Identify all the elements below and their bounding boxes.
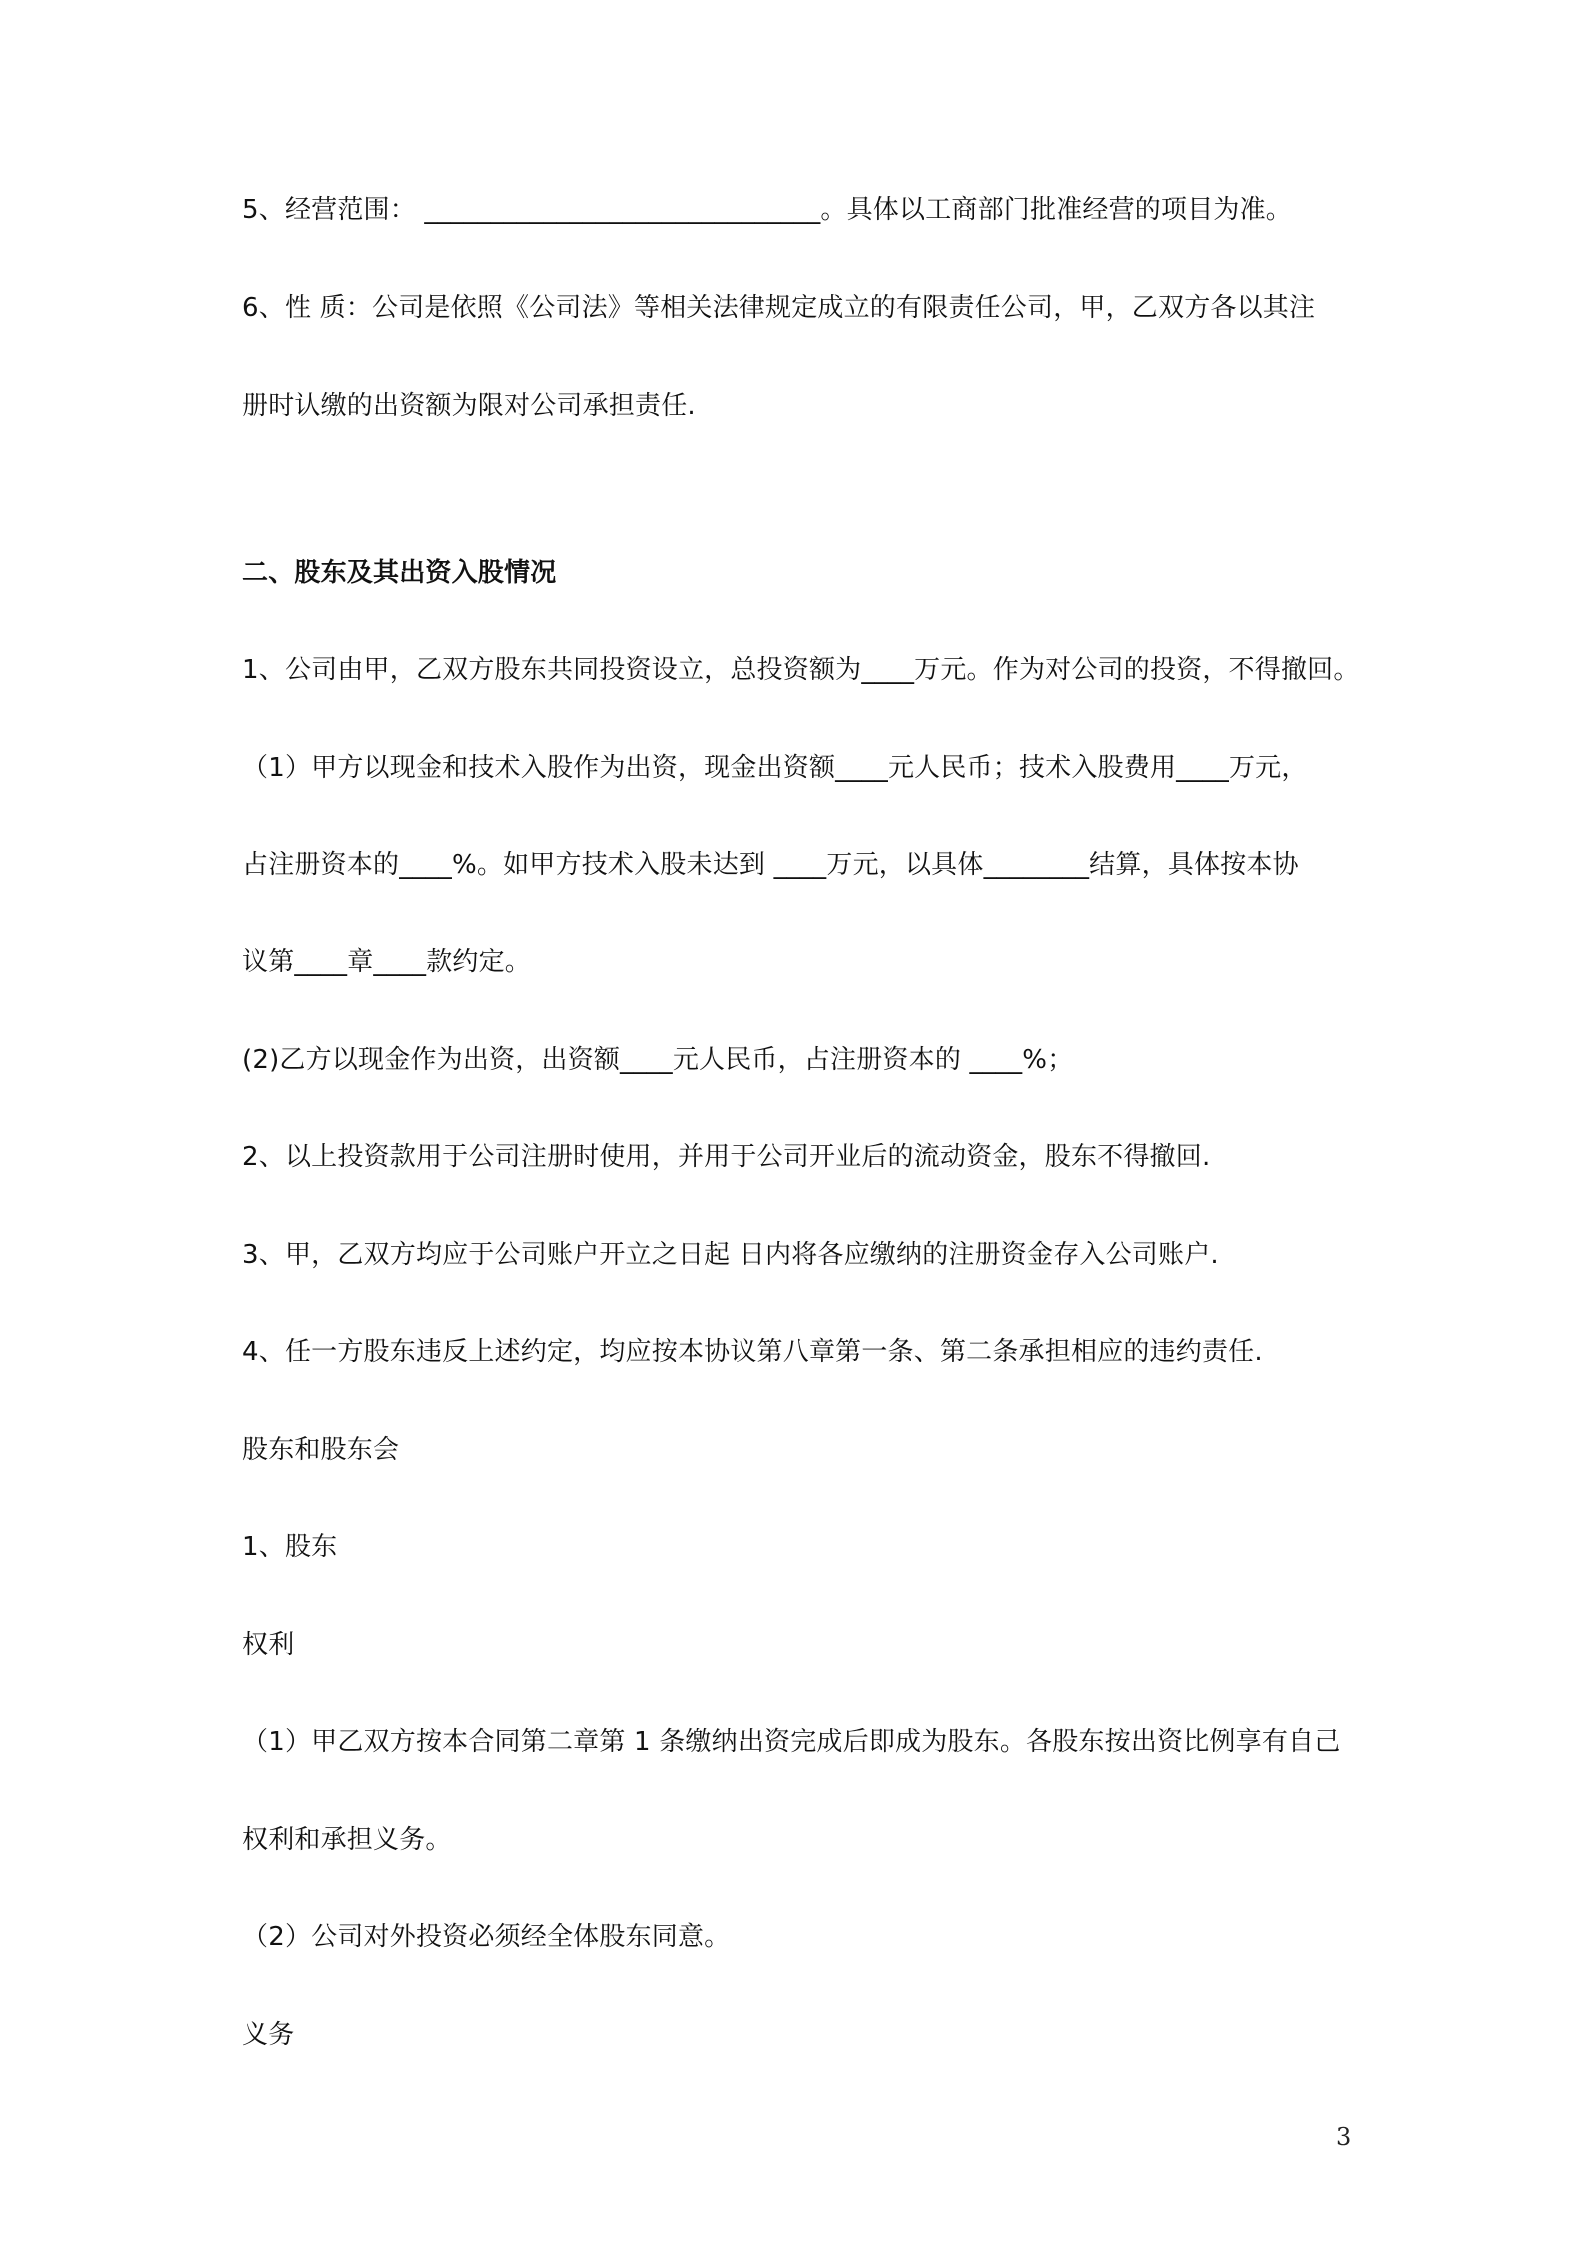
clause-3-capital-deposit: 3、甲，乙双方均应于公司账户开立之日起 日内将各应缴纳的注册资金存入公司账户. xyxy=(242,1240,1219,1270)
clause-1-total-investment: 1、公司由甲，乙双方股东共同投资设立，总投资额为____万元。作为对公司的投资，不得撤回。 xyxy=(242,655,1360,685)
subheading-shareholders-meeting: 股东和股东会 xyxy=(242,1435,400,1465)
clause-1-party-a-contribution-end: 议第____章____款约定。 xyxy=(242,947,532,977)
rights-item-2: （2）公司对外投资必须经全体股东同意。 xyxy=(242,1922,731,1952)
business-scope-line: 5、经营范围： ______________________________。具体以工商部门批准经营的项目为准。 xyxy=(242,195,1293,225)
rights-item-1: （1）甲乙双方按本合同第二章第 1 条缴纳出资完成后即成为股东。各股东按出资比例享有自己 xyxy=(242,1727,1341,1757)
clause-2-funds-usage: 2、以上投资款用于公司注册时使用，并用于公司开业后的流动资金，股东不得撤回. xyxy=(242,1142,1211,1172)
subheading-shareholders: 1、股东 xyxy=(242,1532,338,1562)
company-nature-line: 6、性 质：公司是依照《公司法》等相关法律规定成立的有限责任公司，甲，乙双方各以其注 xyxy=(242,293,1316,323)
company-nature-line-continued: 册时认缴的出资额为限对公司承担责任. xyxy=(242,391,696,421)
page-number: 3 xyxy=(1336,2123,1352,2151)
subheading-obligations: 义务 xyxy=(242,2020,295,2050)
section-heading-shareholders-investment: 二、股东及其出资入股情况 xyxy=(242,558,557,588)
clause-4-breach-liability: 4、任一方股东违反上述约定，均应按本协议第八章第一条、第二条承担相应的违约责任. xyxy=(242,1337,1263,1367)
subheading-rights: 权利 xyxy=(242,1630,295,1660)
clause-1-party-a-contribution: （1）甲方以现金和技术入股作为出资，现金出资额____元人民币；技术入股费用____万元， xyxy=(242,753,1308,783)
clause-1-party-a-contribution-continued: 占注册资本的____%。如甲方技术入股未达到 ____万元，以具体________结算，具体按本协 xyxy=(242,850,1299,880)
clause-1-party-b-contribution: (2)乙方以现金作为出资，出资额____元人民币，占注册资本的 ____%； xyxy=(242,1045,1074,1075)
rights-item-1-continued: 权利和承担义务。 xyxy=(242,1825,452,1855)
